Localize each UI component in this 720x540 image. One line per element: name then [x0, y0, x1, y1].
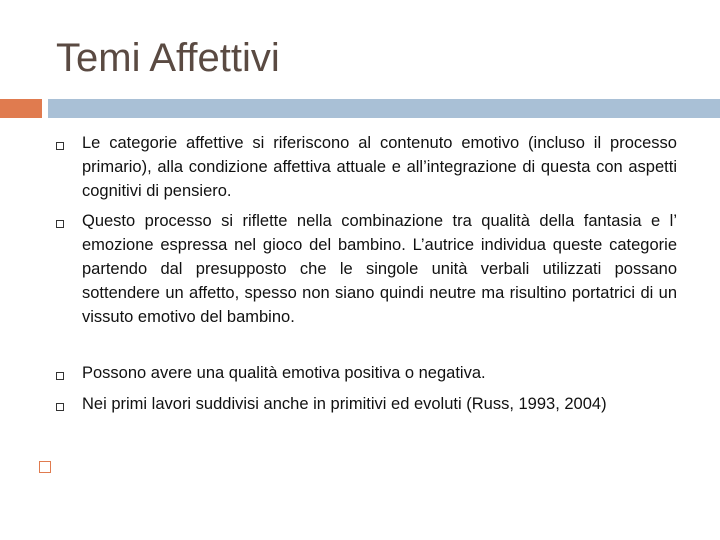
- hollow-square-bullet-icon: [56, 403, 64, 411]
- hollow-square-bullet-icon: [56, 220, 64, 228]
- hollow-square-bullet-icon: [56, 372, 64, 380]
- bullet-text-3: Possono avere una qualità emotiva positiva o negativa.: [82, 364, 486, 382]
- hollow-square-bullet-icon: [56, 142, 64, 150]
- hollow-square-orange-bullet-icon: [39, 461, 51, 473]
- bullet-text-1: Le categorie affettive si riferiscono al contenuto emotivo (incluso il processo primario), alla condizione affettiva attuale e all’integrazione di questa con aspetti cognitivi di pensiero.: [82, 134, 677, 200]
- title-accent-bar-orange: [0, 99, 42, 118]
- bullet-text-2: Questo processo si riflette nella combinazione tra qualità della fantasia e l’ emozione espressa nel gioco del bambino. L’autrice individua queste categorie partendo dal presupposto che le singole unità verbali utilizzati possano sottendere un affetto, spesso non siano quindi neutre ma risultino portatrici di un vissuto emotivo del bambino.: [82, 212, 677, 326]
- title-accent-bar-blue: [48, 99, 720, 118]
- bullet-text-4: Nei primi lavori suddivisi anche in primitivi ed evoluti (Russ, 1993, 2004): [82, 395, 607, 413]
- slide-title: Temi Affettivi: [56, 36, 280, 80]
